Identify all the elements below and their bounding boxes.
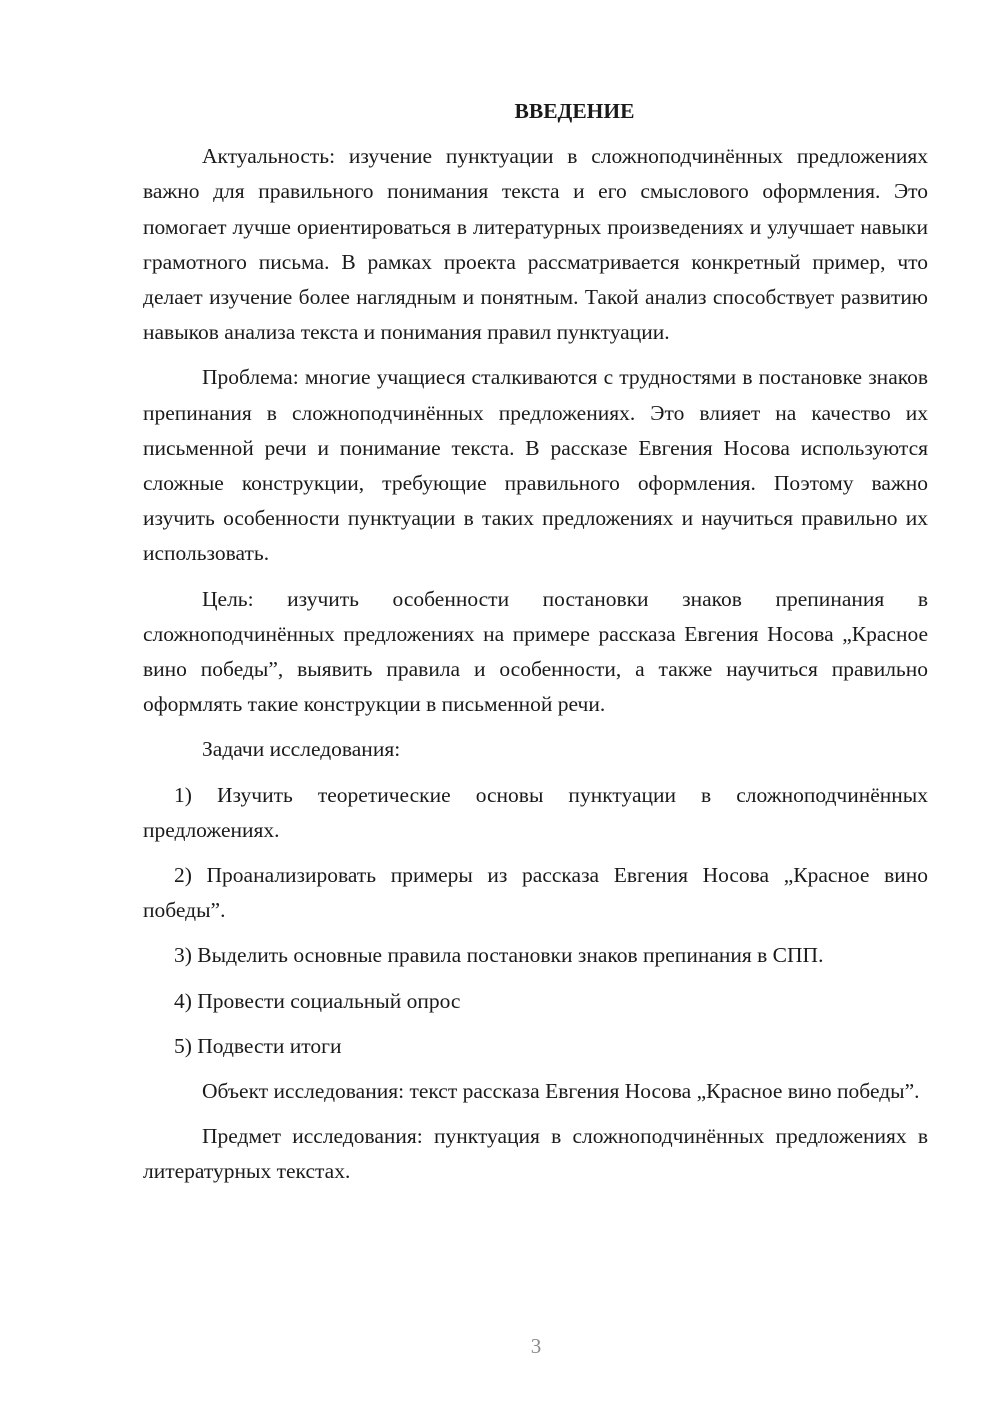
paragraph-relevance: Актуальность: изучение пунктуации в сложноподчинённых предложениях важно для правильного понимания текста и его смыслового оформления. Это помогает лучше ориентироваться в литературных произведениях и улучшает навыки грамотного письма. В рамках проекта рассматривается конкретный пример, что делает изучение более наглядным и понятным. Такой анализ способствует развитию навыков анализа текста и понимания правил пунктуации.: [143, 144, 928, 345]
paragraph-problem: Проблема: многие учащиеся сталкиваются с трудностями в постановке знаков препинания в сложноподчинённых предложениях. Это влияет на качество их письменной речи и понимание текста. В рассказе Евгения Носова используются сложные конструкции, требующие правильного оформления. Поэтому важно изучить особенности пунктуации в таких предложениях и научиться правильно их использовать.: [143, 365, 928, 566]
page-number: 3: [530, 1334, 542, 1358]
paragraph-subject: Предмет исследования: пунктуация в сложноподчинённых предложениях в литературных текстах.: [143, 1124, 928, 1184]
page-content: [143, 94, 928, 1200]
task-item-4: 4) Провести социальный опрос: [174, 988, 461, 1013]
task-item-3: 3) Выделить основные правила постановки знаков препинания в СПП.: [174, 943, 824, 968]
task-item-1: 1) Изучить теоретические основы пунктуации в сложноподчинённых предложениях.: [143, 782, 928, 842]
task-item-5: 5) Подвести итоги: [174, 1033, 342, 1058]
task-item-2: 2) Проанализировать примеры из рассказа Евгения Носова „Красное вино победы”.: [143, 863, 928, 923]
paragraph-goal: Цель: изучить особенности постановки знаков препинания в сложноподчинённых предложениях на примере рассказа Евгения Носова „Красное вино победы”, выявить правила и особенности, а также научиться правильно оформлять такие конструкции в письменной речи.: [143, 586, 928, 717]
paragraph-object: Объект исследования: текст рассказа Евгения Носова „Красное вино победы”.: [202, 1079, 920, 1104]
section-title: ВВЕДЕНИЕ: [514, 99, 635, 123]
paragraph-tasks-heading: Задачи исследования:: [202, 737, 401, 762]
